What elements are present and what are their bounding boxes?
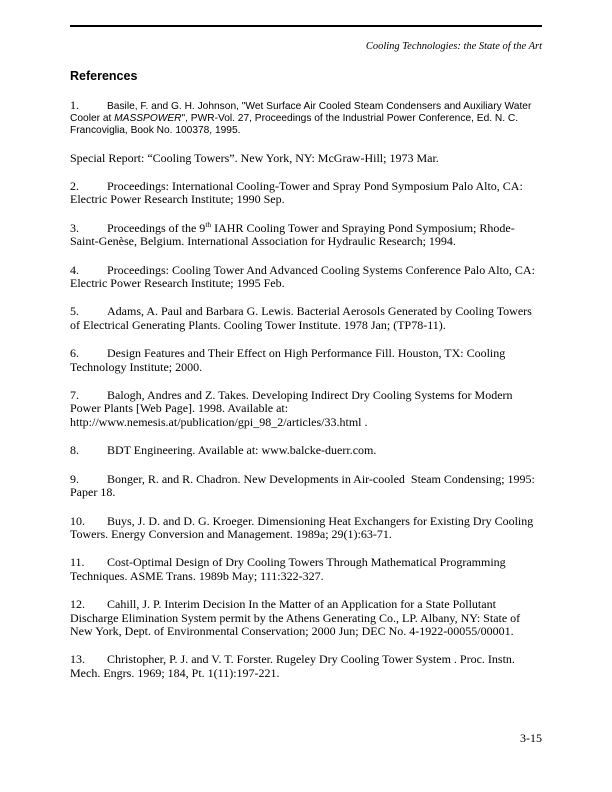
reference-number: 6.: [70, 346, 79, 361]
reference-item: [70, 598, 542, 638]
reference-item: [70, 347, 542, 374]
reference-text-segment: Proceedings of the 9: [107, 220, 206, 235]
reference-item: [70, 389, 542, 429]
reference-text-segment: ", PWR-Vol. 27, Proceedings of the Industrial Power Conference, Ed. N. C. Francoviglia, Book No. 100378, 1995.: [70, 112, 521, 136]
reference-text-segment: Cost-Optimal Design of Dry Cooling Towers Through Mathematical Programming Techniques. ASME Trans. 1989b May; 111:322-327.: [70, 555, 509, 583]
reference-item: [70, 305, 542, 332]
reference-item: [70, 264, 542, 291]
reference-text-segment: Basile, F. and G. H. Johnson, "Wet Surface Air Cooled Steam Condensers and Auxiliary Water Cooler at: [70, 100, 535, 124]
reference-text-segment: Christopher, P. J. and V. T. Forster. Rugeley Dry Cooling Tower System . Proc. Instn. Mech. Engrs. 1969; 184, Pt. 1(11):197-221.: [70, 652, 518, 680]
reference-text-segment: Cahill, J. P. Interim Decision In the Matter of an Application for a State Pollutant Discharge Elimination System permit by the Athens Generating Co., LP. Albany, NY: State of New York, Dept. of Environmental Conservation; 2000 Jun; DEC No. 4-1922-00055/00001.: [70, 597, 524, 638]
reference-item: [70, 99, 542, 137]
page-content: [70, 0, 542, 695]
reference-item: [70, 152, 542, 165]
reference-item: [70, 556, 542, 583]
reference-number: 9.: [70, 471, 79, 486]
references-list: [70, 99, 542, 681]
reference-text-segment: Proceedings: International Cooling-Tower and Spray Pond Symposium Palo Alto, CA: Electric Power Research Institute; 1990 Sep.: [70, 179, 526, 207]
reference-item: [70, 515, 542, 542]
reference-item: [70, 653, 542, 680]
header-rule: [70, 25, 542, 27]
reference-number: 8.: [70, 443, 79, 458]
section-title: References: [70, 68, 138, 83]
reference-text-segment: IAHR Cooling Tower and Spraying Pond Symposium; Rhode-Saint-Genèse, Belgium. International Association for Hydraulic Research; 1994.: [70, 220, 515, 249]
reference-item: [70, 444, 542, 457]
reference-item: [70, 473, 542, 500]
reference-text-segment: Adams, A. Paul and Barbara G. Lewis. Bacterial Aerosols Generated by Cooling Towers of Electrical Generating Plants. Cooling Tower Institute. 1978 Jan; (TP78-11).: [70, 304, 535, 332]
reference-number: 10.: [70, 513, 85, 528]
reference-number: 11.: [70, 555, 85, 570]
reference-number: 2.: [70, 179, 79, 193]
reference-text-segment: BDT Engineering. Available at: www.balcke-duerr.com.: [107, 443, 377, 458]
reference-number: 12.: [70, 597, 85, 612]
reference-text-segment: Design Features and Their Effect on High Performance Fill. Houston, TX: Cooling Technology Institute; 2000.: [70, 346, 509, 374]
reference-number: 13.: [70, 652, 85, 667]
reference-text-segment: Special Report: “Cooling Towers”. New York, NY: McGraw-Hill; 1973 Mar.: [70, 150, 439, 165]
reference-number: 5.: [70, 304, 79, 319]
page-number: 3-15: [520, 731, 542, 745]
reference-text-segment: Buys, J. D. and D. G. Kroeger. Dimensioning Heat Exchangers for Existing Dry Cooling Towers. Energy Conversion and Management. 1989a; 29(1):63-71.: [70, 513, 537, 541]
reference-item: [70, 180, 542, 207]
reference-number: 1.: [70, 97, 79, 112]
reference-number: 7.: [70, 388, 79, 403]
reference-text-segment: Balogh, Andres and Z. Takes. Developing Indirect Dry Cooling Systems for Modern Power Plants [Web Page]. 1998. Available at: http://www.nemesis.at/publication/gpi_98_2/articles/33.html .: [70, 388, 516, 429]
reference-text-segment: Proceedings: Cooling Tower And Advanced Cooling Systems Conference Palo Alto, CA: Electric Power Research Institute; 1995 Feb.: [70, 262, 538, 291]
reference-text-segment: MASSPOWER: [114, 112, 182, 124]
reference-text-segment: Bonger, R. and R. Chadron. New Developments in Air-cooled Steam Condensing; 1995: Paper 18.: [70, 471, 538, 500]
reference-number: 3.: [70, 220, 79, 235]
reference-item: [70, 219, 542, 249]
reference-number: 4.: [70, 262, 79, 277]
reference-text-segment: th: [205, 219, 212, 229]
running-header-title: Cooling Technologies: the State of the Art: [365, 40, 542, 52]
